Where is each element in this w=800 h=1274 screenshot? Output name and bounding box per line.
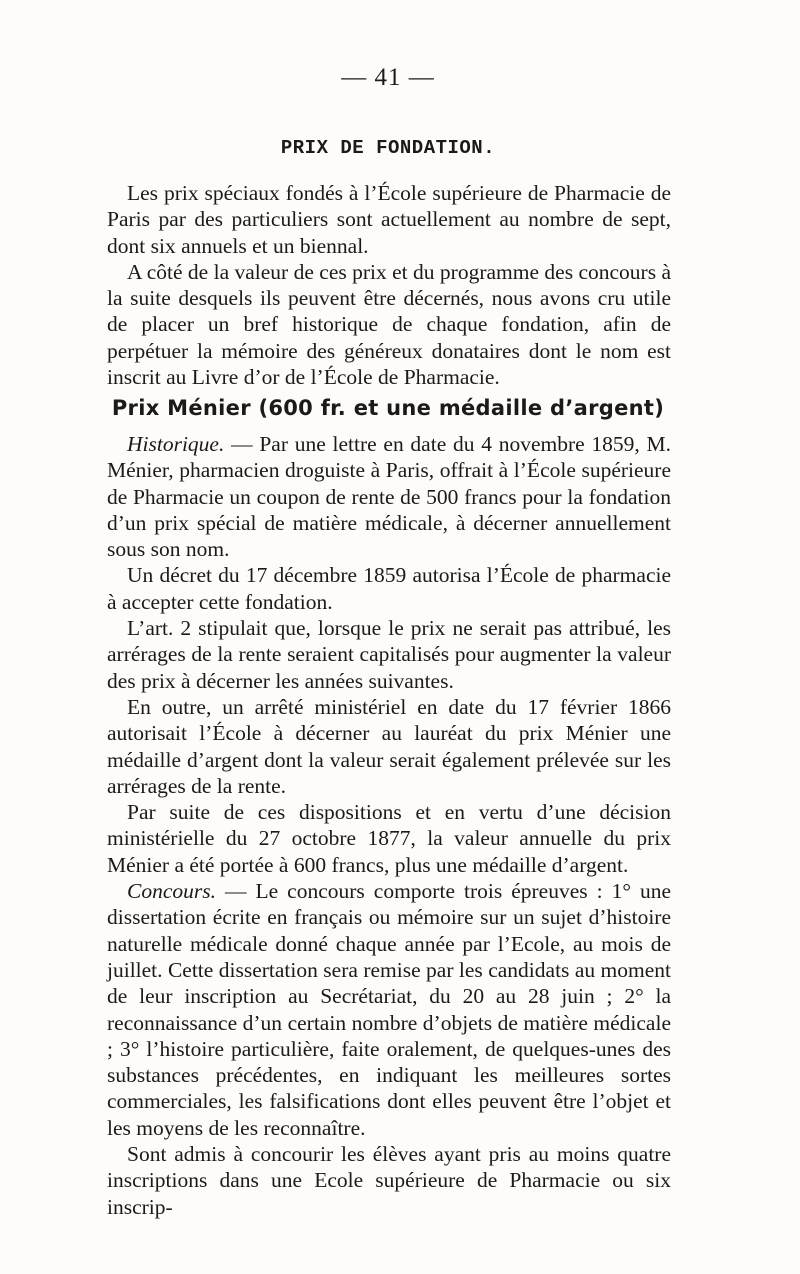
concours-text: — Le concours comporte trois épreuves : 1° une dissertation écrite en français ou mémoire sur un sujet d’histoire naturelle médicale donné chaque année par l’Ecole, au mois de juillet. Cette dissertation sera remise par les candidats au moment de leur inscription au Secrétariat, du 20 au 28 juin ; 2° la reconnaissance d’un certain nombre d’objets de matière médicale ; 3° l’histoire particulière, faite oralement, de quelques-unes des substances précédentes, en indiquant les meilleures sortes commerciales, les falsifications dont elles peuvent être l’objet et les moyens de les reconnaître. <box>107 879 671 1140</box>
prize-heading: Prix Ménier (600 fr. et une médaille d’argent) <box>111 396 665 420</box>
concours-paragraph <box>107 878 671 1141</box>
intro-paragraph-2: A côté de la valeur de ces prix et du programme des concours à la suite desquels ils peuvent être décernés, nous avons cru utile de placer un bref historique de chaque fondation, afin de perpétuer la mémoire des généreux donataires dont le nom est inscrit au Livre d’or de l’École de Pharmacie. <box>107 259 671 390</box>
historique-paragraph <box>107 431 671 562</box>
concours-label: Concours. <box>127 879 216 904</box>
page-number: — 41 — <box>341 64 435 91</box>
suite-paragraph: Par suite de ces dispositions et en vertu d’une décision ministérielle du 27 octobre 1877, la valeur annuelle du prix Ménier a été portée à 600 francs, plus une médaille d’argent. <box>107 800 671 877</box>
section-title: PRIX DE FONDATION. <box>280 137 496 159</box>
intro-text <box>107 180 671 390</box>
art-paragraph: L’art. 2 stipulait que, lorsque le prix ne serait pas attribué, les arrérages de la rente seraient capitalisés pour augmenter la valeur des prix à décerner les années suivantes. <box>107 616 671 693</box>
decret-paragraph: Un décret du 17 décembre 1859 autorisa l’École de pharmacie à accepter cette fondation. <box>107 563 671 614</box>
intro-paragraph-1: Les prix spéciaux fondés à l’École supérieure de Pharmacie de Paris par des particuliers sont actuellement au nombre de sept, dont six annuels et un biennal. <box>107 181 671 258</box>
admis-paragraph: Sont admis à concourir les élèves ayant pris au moins quatre inscriptions dans une Ecole supérieure de Pharmacie ou six inscrip- <box>107 1142 671 1219</box>
arrete-paragraph: En outre, un arrêté ministériel en date du 17 février 1866 autorisait l’École à décerner au lauréat du prix Ménier une médaille d’argent dont la valeur serait également prélevée sur les arrérages de la rente. <box>107 694 671 798</box>
prize-body-text <box>107 431 671 1220</box>
historique-label: Historique. <box>127 432 225 456</box>
historique-text: — Par une lettre en date du 4 novembre 1859, M. Ménier, pharmacien droguiste à Paris, offrait à l’École supérieure de Pharmacie un coupon de rente de 500 francs pour la fondation d’un prix spécial de matière médicale, à décerner annuellement sous son nom. <box>107 432 671 562</box>
